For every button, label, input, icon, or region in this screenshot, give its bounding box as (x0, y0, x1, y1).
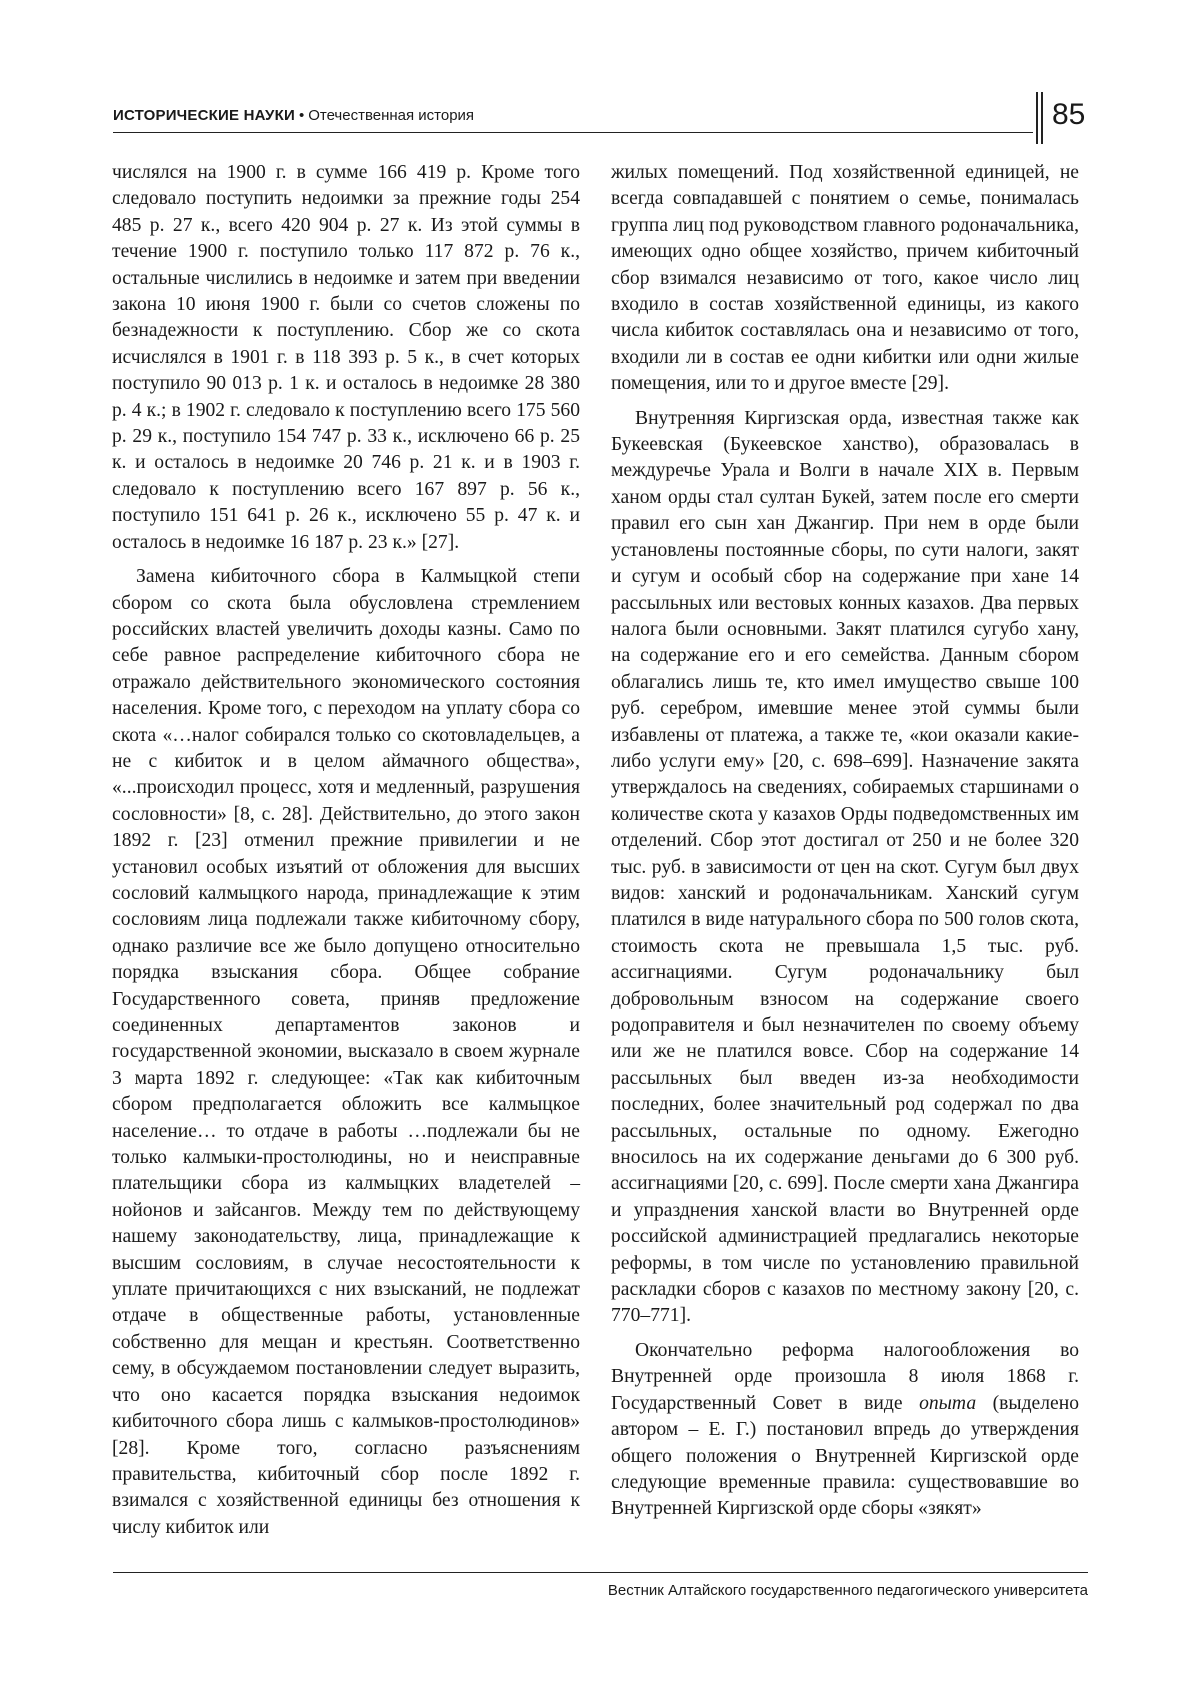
header-rule (113, 132, 1033, 133)
header-separator: • (298, 106, 305, 124)
page-number: 85 (1052, 98, 1086, 131)
p3-emphasis: опыта (919, 1392, 977, 1414)
right-paragraph-2: Внутренняя Киргизская орда, известная также как Букеевская (Букеевское ханство), образовалась в междуречье Урала и Волги в начале XIX в. Первым ханом орды стал султан Букей, затем после его смерти правил его сын хан Джангир. При нем в орде были установлены постоянные сборы, по сути налоги, закят и сугум и особый сбор на содержание при хане 14 рассыльных или вестовых конных казахов. Два первых налога были основными. Закят платился сугубо хану, на содержание его и его семейства. Данным сбором облагались лишь те, кто имел имущество свыше 100 руб. серебром, имевшие менее этой суммы были избавлены от платежа, а также те, «кои оказали какие-либо услуги ему» [20, с. 698–699]. Назначение закята утверждалось на сведениях, собираемых старшинами о количестве скота у казахов Орды подведомственных им отделений. Сбор этот достигал от 250 и не более 320 тыс. руб. в зависимости от цен на скот. Сугум был двух видов: ханский и родоначальникам. Ханский сугум платился в виде натурального сбора по 500 голов скота, стоимость скота не превышала 1,5 тыс. руб. ассигнациями. Сугум родоначальнику был добровольным взносом на содержание своего родоправителя и был незначителен по своему объему или же не платился вовсе. Сбор на содержание 14 рассыльных был введен из-за необходимости последних, более значительный род содержал по два рассыльных, остальные по одному. Ежегодно вносилось на их содержание деньгами до 6 300 руб. ассигнациями [20, с. 699]. После смерти хана Джангира и упразднения ханской власти во Внутренней орде российской администрацией предлагались некоторые реформы, в том числе по установлению правильной раскладки сборов с казахов по местному закону [20, с. 770–771]. (611, 407, 1079, 1327)
footer-rule (113, 1572, 1088, 1573)
bar-right (1041, 92, 1043, 144)
running-header (113, 100, 1033, 130)
header-subsection: Отечественная история (308, 106, 475, 124)
right-paragraph-1: жилых помещений. Под хозяйственной единицей, не всегда совпадавшей с понятием о семье, понималась группа лиц под руководством главного родоначальника, имеющих одно общее хозяйство, причем кибиточный сбор взимался независимо от того, какое число лиц входило в состав хозяйственной единицы, из какого числа кибиток составлялась она и независимо от того, входили ли в состав ее одни кибитки или одни жилые помещения, или то и другое вместе [29]. (611, 162, 1079, 395)
left-paragraph-2: Замена кибиточного сбора в Калмыцкой степи сбором со скота была обусловлена стремлением российских властей увеличить доходы казны. Само по себе равное распределение кибиточного сбора не отражало действительного экономического состояния населения. Кроме того, с переходом на уплату сбора со скота «…налог собирался только со скотовладельцев, а не с кибиток и в целом аймачного общества», «...происходил процесс, хотя и медленный, разрушения сословности» [8, с. 28]. Действительно, до этого закон 1892 г. [23] отменил прежние привилегии и не установил особых изъятий от обложения для высших сословий калмыцкого народа, принадлежащие к этим сословиям лица подлежали также кибиточному сбору, однако различие все же было допущено относительно порядка взыскания сбора. Общее собрание Государственного совета, приняв предложение соединенных департаментов законов и государственной экономии, высказало в своем журнале 3 марта 1892 г. следующее: «Так как кибиточным сбором предполагается обложить все калмыцкое население… то отдаче в работы …подлежали бы не только калмыки-простолюдины, но и неисправные плательщики сбора из калмыцких владетелей – нойонов и зайсангов. Между тем по действующему нашему законодательству, лица, принадлежащие к высшим сословиям, в случае несостоятельности к уплате причитающихся с них взысканий, не подлежат отдаче в общественные работы, установленные собственно для мещан и крестьян. Соответственно сему, в обсуждаемом постановлении следует выразить, что оно касается порядка взыскания недоимок кибиточного сбора лишь с калмыков-простолюдинов» [28]. Кроме того, согласно разъяснениям правительства, кибиточный сбор после 1892 г. взимался с хозяйственной единицы без отношения к числу кибиток или (112, 566, 580, 1538)
bar-left (1036, 92, 1038, 144)
right-paragraph-3 (611, 1338, 1079, 1523)
left-paragraph-1: числялся на 1900 г. в сумме 166 419 р. Кроме того следовало поступить недоимки за прежние годы 254 485 р. 27 к., всего 420 904 р. 27 к. Из этой суммы в течение 1900 г. поступило только 117 872 р. 76 к., остальные числились в недоимке и затем при введении закона 10 июня 1900 г. были со счетов сложены по безнадежности к поступлению. Сбор же со скота исчислялся в 1901 г. в 118 393 р. 5 к., в счет которых поступило 90 013 р. 1 к. и осталось в недоимке 28 380 р. 4 к.; в 1902 г. следовало к поступлению всего 175 560 р. 29 к., поступило 154 747 р. 33 к., исключено 66 р. 25 к. и осталось в недоимке 20 746 р. 21 к. и в 1903 г. следовало к поступлению всего 167 897 р. 56 к., поступило 151 641 р. 26 к., исключено 55 р. 47 к. и осталось в недоимке 16 187 р. 23 к.» [27]. (112, 162, 580, 553)
right-column (611, 160, 1079, 1523)
left-column (112, 160, 580, 1541)
header-section: ИСТОРИЧЕСКИЕ НАУКИ (113, 106, 295, 124)
p3-text-after: (выделено автором – Е. Г.) постановил впредь до утверждения общего положения о Внутренней Киргизской орде следующие временные правила: существовавшие во Внутренней Киргизской орде сборы «зякят» (611, 1392, 1080, 1520)
footer-journal: Вестник Алтайского государственного педагогического университета (607, 1582, 1088, 1599)
p3-text-before: Окончательно реформа налогообложения во Внутренней орде произошла 8 июля 1868 г. Государственный Совет в виде (611, 1339, 1079, 1414)
page-number-bars (1036, 92, 1044, 144)
